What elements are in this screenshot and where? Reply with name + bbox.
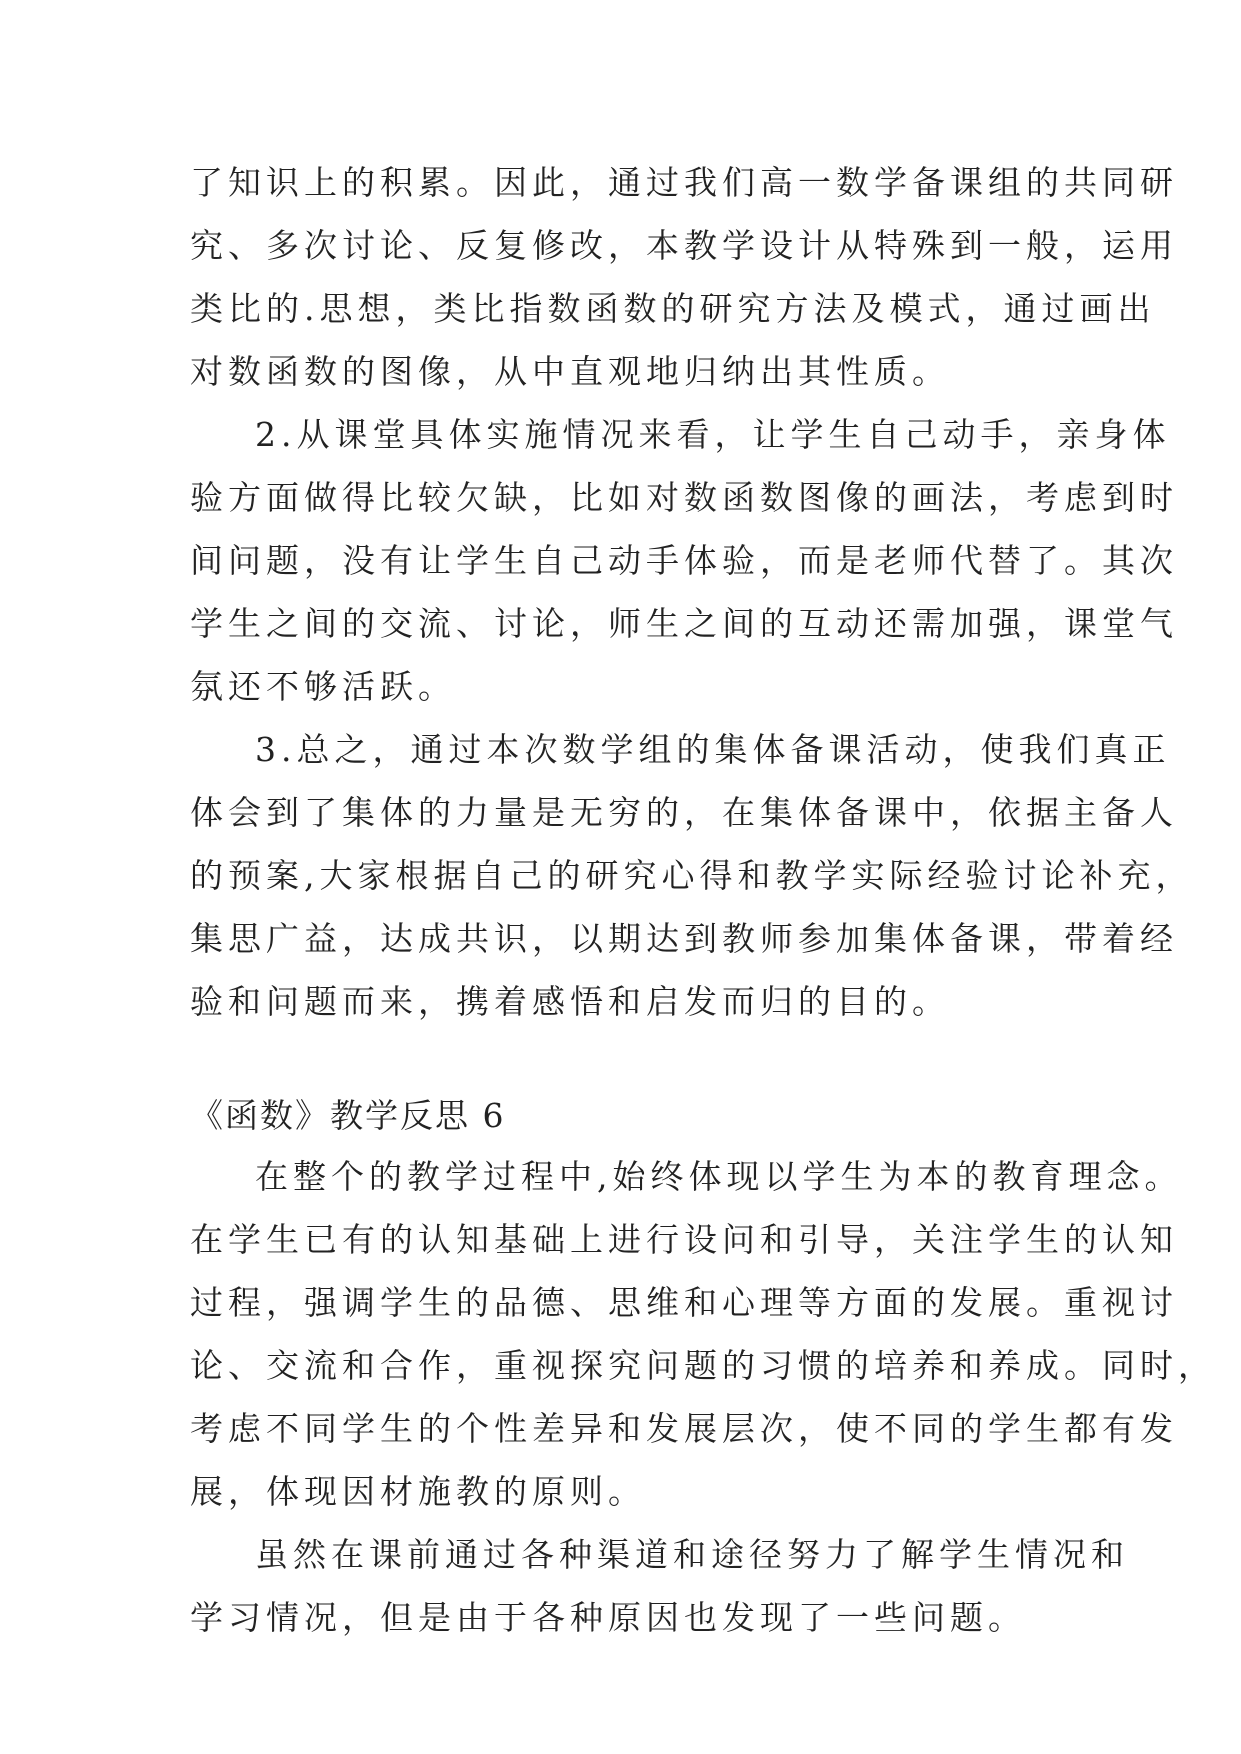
paragraph-line: 在整个的教学过程中,始终体现以学生为本的教育理念。	[255, 1157, 1183, 1196]
paragraph-line: 类比的.思想，类比指数函数的研究方法及模式，通过画出	[190, 289, 1156, 328]
paragraph-line: 考虑不同学生的个性差异和发展层次，使不同的学生都有发	[190, 1409, 1178, 1448]
paragraph-line: 氛还不够活跃。	[190, 667, 456, 706]
paragraph-line: 学生之间的交流、讨论，师生之间的互动还需加强，课堂气	[190, 604, 1178, 643]
paragraph-line: 验方面做得比较欠缺，比如对数函数图像的画法，考虑到时	[190, 478, 1178, 517]
paragraph-line: 的预案,大家根据自己的研究心得和教学实际经验讨论补充，	[190, 856, 1194, 895]
paragraph-line: 过程，强调学生的品德、思维和心理等方面的发展。重视讨	[190, 1283, 1178, 1322]
paragraph-line: 了知识上的积累。因此，通过我们高一数学备课组的共同研	[190, 163, 1178, 202]
section-title: 《函数》教学反思 6	[190, 1096, 506, 1135]
paragraph-line: 究、多次讨论、反复修改，本教学设计从特殊到一般，运用	[190, 226, 1178, 265]
paragraph-line: 展，体现因材施教的原则。	[190, 1472, 646, 1511]
paragraph-line: 集思广益，达成共识，以期达到教师参加集体备课，带着经	[190, 919, 1178, 958]
paragraph-line: 2.从课堂具体实施情况来看，让学生自己动手，亲身体	[255, 415, 1171, 454]
paragraph-line: 3.总之，通过本次数学组的集体备课活动，使我们真正	[255, 730, 1171, 769]
paragraph-line: 在学生已有的认知基础上进行设问和引导，关注学生的认知	[190, 1220, 1178, 1259]
paragraph-line: 学习情况，但是由于各种原因也发现了一些问题。	[190, 1598, 1026, 1637]
paragraph-line: 论、交流和合作，重视探究问题的习惯的培养和养成。同时，	[190, 1346, 1216, 1385]
paragraph-line: 对数函数的图像，从中直观地归纳出其性质。	[190, 352, 950, 391]
paragraph-line: 验和问题而来，携着感悟和启发而归的目的。	[190, 982, 950, 1021]
paragraph-line: 虽然在课前通过各种渠道和途径努力了解学生情况和	[255, 1535, 1129, 1574]
paragraph-line: 体会到了集体的力量是无穷的，在集体备课中，依据主备人	[190, 793, 1178, 832]
paragraph-line: 间问题，没有让学生自己动手体验，而是老师代替了。其次	[190, 541, 1178, 580]
